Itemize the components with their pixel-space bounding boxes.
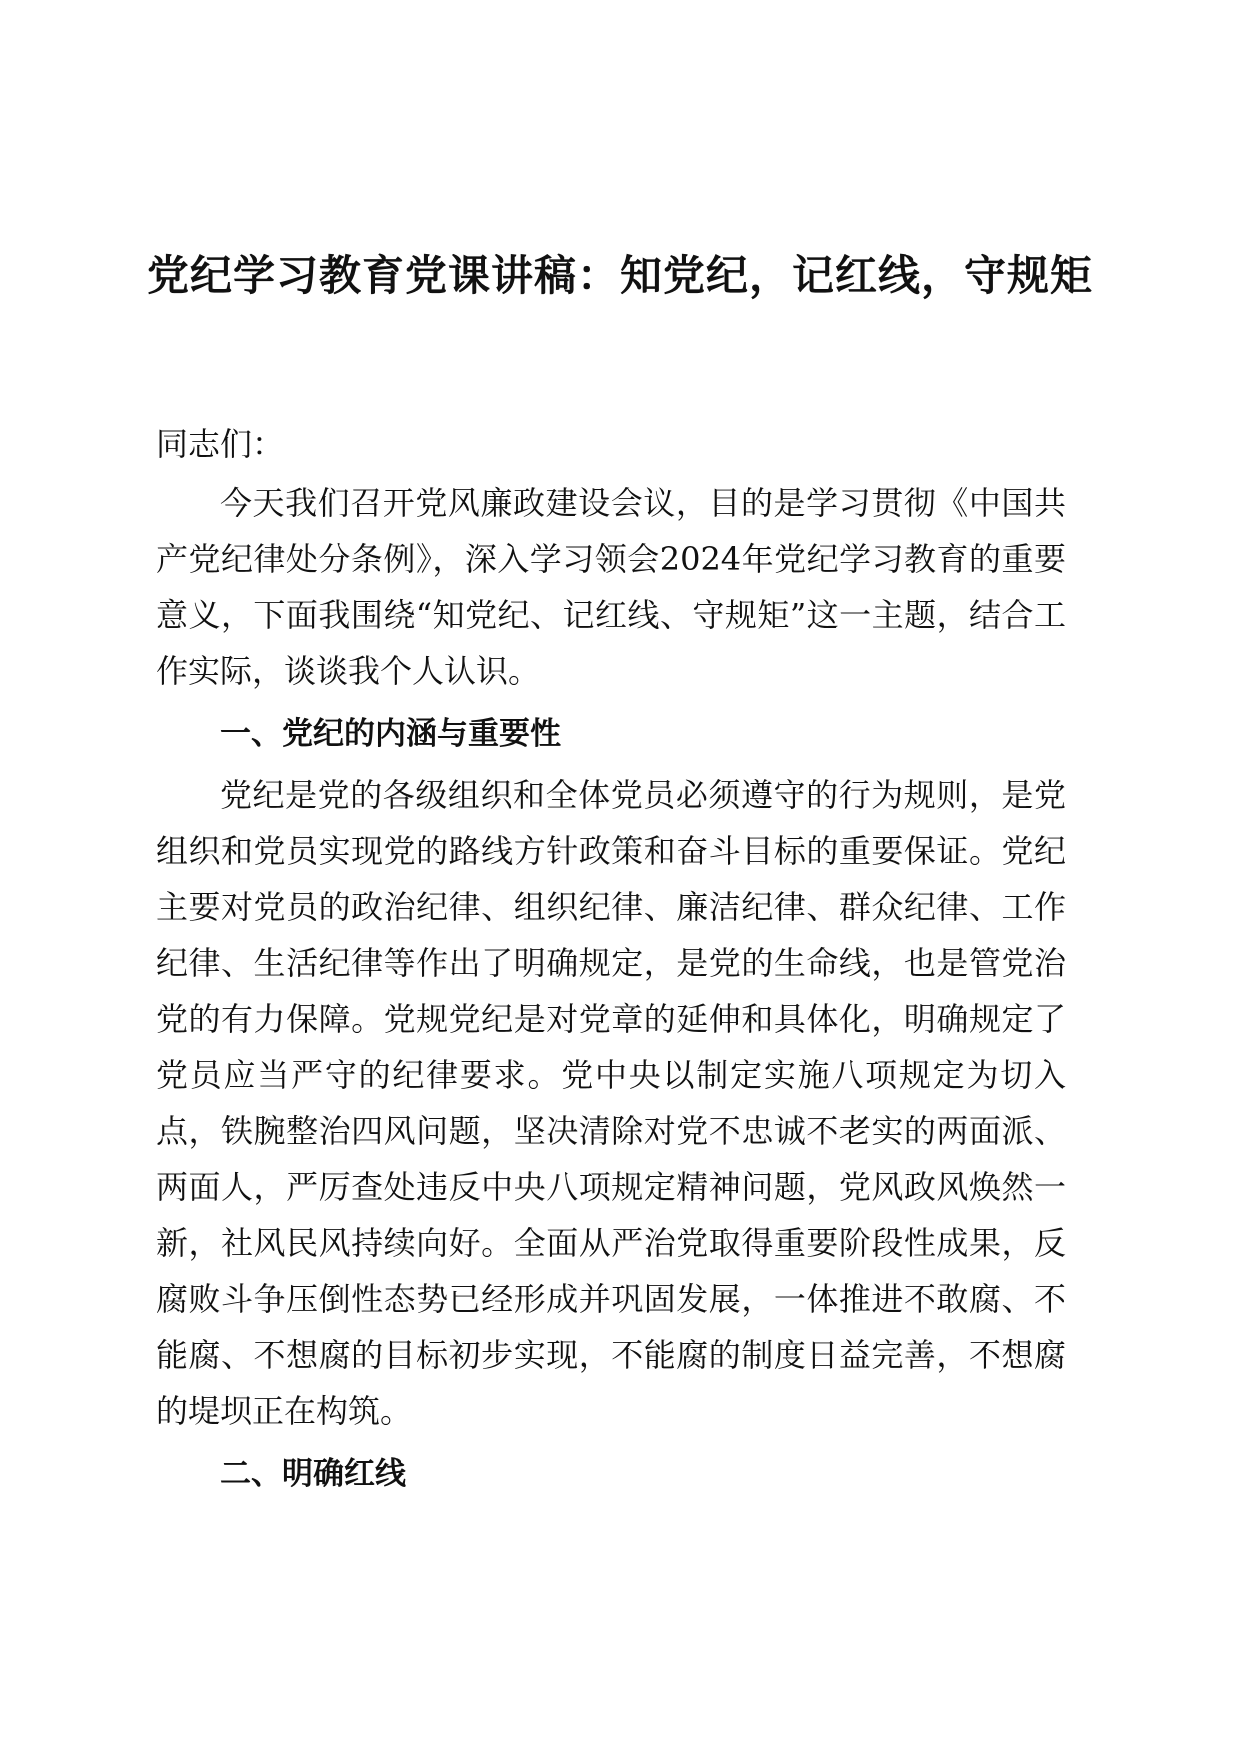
salutation: 同志们： <box>156 425 285 463</box>
section-heading-2: 二、明确红线 <box>220 1456 406 1492</box>
section-1-paragraph: 党纪是党的各级组织和全体党员必须遵守的行为规则，是党组织和党员实现党的路线方针政策和奋斗目标的重要保证。党纪主要对党员的政治纪律、组织纪律、廉洁纪律、群众纪律、工作纪律、生活纪律等作出了明确规定，是党的生命线，也是管党治党的有力保障。党规党纪是对党章的延伸和具体化，明确规定了党员应当严守的纪律要求。党中央以制定实施八项规定为切入点，铁腕整治四风问题，坚决清除对党不忠诚不老实的两面派、两面人，严厉查处违反中央八项规定精神问题，党风政风焕然一新，社风民风持续向好。全面从严治党取得重要阶段性成果，反腐败斗争压倒性态势已经形成并巩固发展，一体推进不敢腐、不能腐、不想腐的目标初步实现，不能腐的制度日益完善，不想腐的堤坝正在构筑。 <box>156 776 1066 1430</box>
intro-paragraph: 今天我们召开党风廉政建设会议，目的是学习贯彻《中国共产党纪律处分条例》，深入学习领会2024年党纪学习教育的重要意义，下面我围绕“知党纪、记红线、守规矩”这一主题，结合工作实际，谈谈我个人认识。 <box>156 484 1066 690</box>
document-title: 党纪学习教育党课讲稿：知党纪，记红线，守规矩 <box>146 251 1093 300</box>
section-heading-1: 一、党纪的内涵与重要性 <box>220 716 561 752</box>
